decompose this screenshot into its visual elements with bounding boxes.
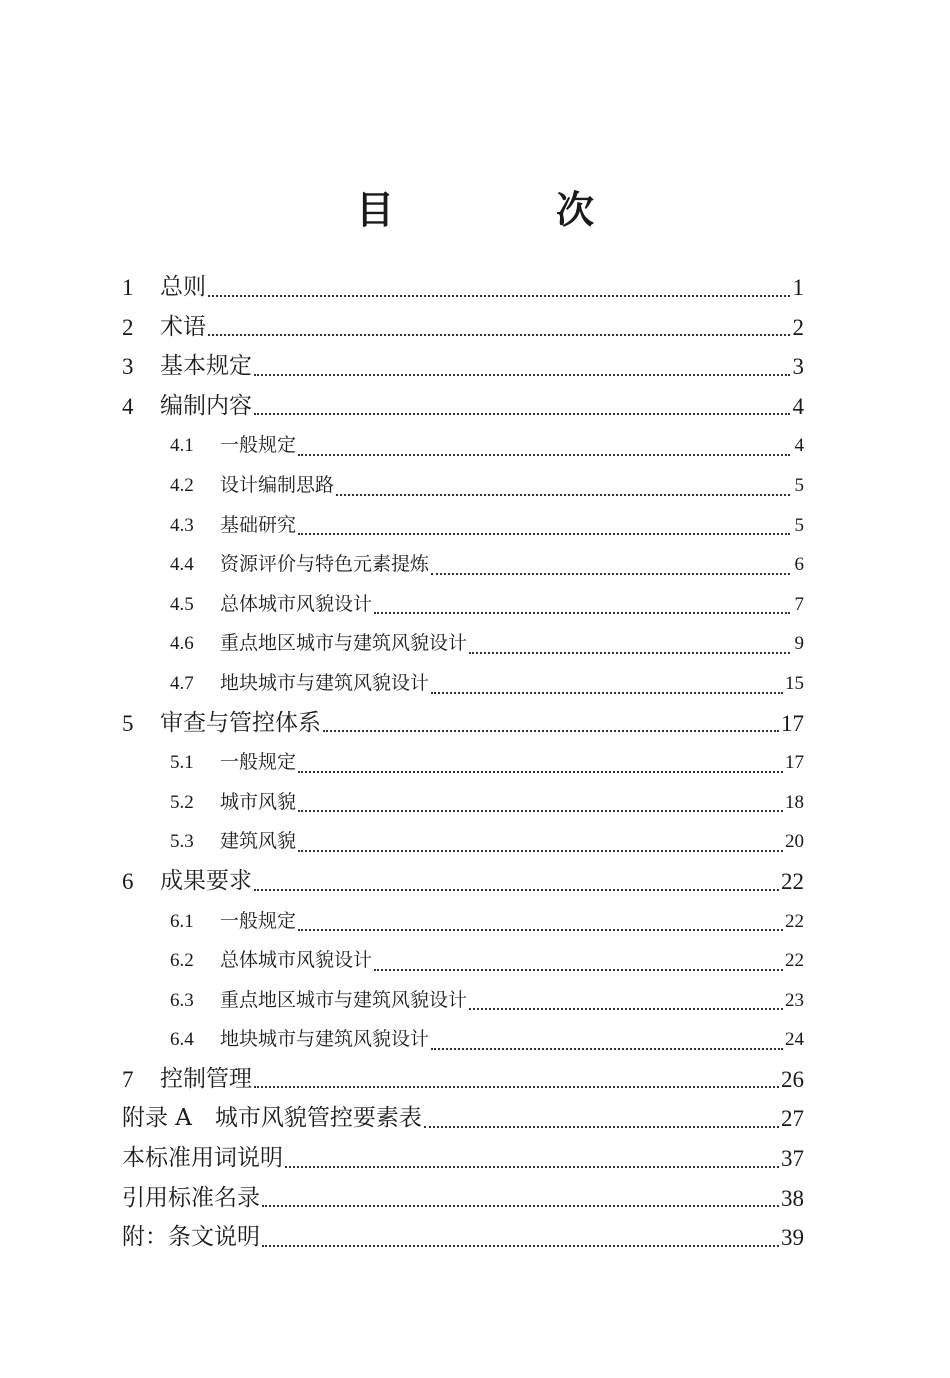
- toc-entry-label: 资源评价与特色元素提炼: [220, 553, 430, 576]
- toc-entry-number: 5: [122, 710, 134, 736]
- toc-entry[interactable]: [122, 664, 804, 704]
- toc-entry[interactable]: [122, 704, 804, 744]
- toc-entry-label: 附：条文说明: [122, 1224, 260, 1251]
- toc-entry[interactable]: [122, 585, 804, 625]
- toc-entry-number: 2: [122, 314, 134, 340]
- toc-entry-number: 6.1: [170, 910, 194, 932]
- toc-entry[interactable]: [122, 902, 804, 942]
- dot-leader: [431, 664, 783, 704]
- toc-entry-page-number: 4: [792, 393, 804, 419]
- toc-entry-label: 总体城市风貌设计: [220, 592, 373, 615]
- toc-entry-number: 6: [122, 868, 134, 894]
- page-title: 目 次: [355, 188, 656, 232]
- toc-entry-label: 基础研究: [220, 513, 297, 536]
- dot-leader: [323, 704, 779, 744]
- toc-entry-number: 6.4: [170, 1029, 194, 1051]
- toc-entry-page-number: 24: [785, 1029, 804, 1051]
- toc-entry-label: 设计编制思路: [220, 473, 335, 496]
- toc-entry-page-number: 5: [794, 474, 804, 496]
- dot-leader: [298, 822, 783, 862]
- toc-entry[interactable]: [122, 941, 804, 981]
- dot-leader: [208, 268, 790, 308]
- toc-entry-number: 5.2: [170, 791, 194, 813]
- toc-entry-label: 一般规定: [220, 434, 297, 457]
- toc-entry-label: 总则: [160, 274, 206, 300]
- toc-entry-number: 3: [122, 354, 134, 380]
- toc-entry-number: 6.3: [170, 989, 194, 1011]
- toc-entry[interactable]: [122, 506, 804, 546]
- toc-entry-label: 附录 A 城市风貌管控要素表: [122, 1105, 422, 1132]
- toc-entry-page-number: 38: [781, 1185, 804, 1211]
- dot-leader: [424, 1099, 779, 1139]
- toc-entry-number: 4.3: [170, 514, 194, 536]
- toc-entry[interactable]: [122, 743, 804, 783]
- toc-entry-label: 引用标准名录: [122, 1184, 260, 1211]
- toc-entry[interactable]: [122, 1218, 804, 1258]
- toc-entry[interactable]: [122, 624, 804, 664]
- toc-entry[interactable]: [122, 1099, 804, 1139]
- dot-leader: [469, 981, 783, 1021]
- toc-entry-label: 地块城市与建筑风貌设计: [220, 1028, 430, 1051]
- toc-entry-number: 4.5: [170, 593, 194, 615]
- toc-entry-page-number: 27: [781, 1106, 804, 1132]
- toc-entry-page-number: 23: [785, 989, 804, 1011]
- table-of-contents: [122, 268, 804, 1258]
- toc-entry-page-number: 20: [785, 831, 804, 853]
- toc-entry-number: 6.2: [170, 950, 194, 972]
- toc-entry[interactable]: [122, 1139, 804, 1179]
- dot-leader: [298, 902, 783, 942]
- dot-leader: [262, 1218, 779, 1258]
- toc-entry-page-number: 5: [794, 514, 804, 536]
- dot-leader: [431, 1020, 783, 1060]
- toc-entry-label: 重点地区城市与建筑风貌设计: [220, 988, 468, 1011]
- toc-entry-label: 本标准用词说明: [122, 1145, 283, 1172]
- dot-leader: [254, 862, 779, 902]
- toc-entry-label: 审查与管控体系: [160, 709, 321, 736]
- toc-entry[interactable]: [122, 862, 804, 902]
- toc-entry-page-number: 2: [792, 314, 804, 340]
- toc-entry-page-number: 17: [781, 710, 804, 736]
- toc-entry-number: 4.4: [170, 554, 194, 576]
- toc-entry-page-number: 7: [794, 593, 804, 615]
- toc-entry-label: 城市风貌: [220, 790, 297, 813]
- toc-entry-page-number: 22: [785, 950, 804, 972]
- dot-leader: [469, 624, 790, 664]
- toc-entry-number: 4.1: [170, 435, 194, 457]
- toc-entry-number: 4.7: [170, 672, 194, 694]
- toc-entry-number: 4.2: [170, 474, 194, 496]
- toc-entry-page-number: 39: [781, 1225, 804, 1251]
- toc-entry-page-number: 22: [785, 910, 804, 932]
- toc-entry-page-number: 3: [792, 354, 804, 380]
- toc-entry[interactable]: [122, 545, 804, 585]
- dot-leader: [254, 387, 790, 427]
- toc-entry-page-number: 1: [792, 275, 804, 300]
- toc-entry-number: 5.3: [170, 831, 194, 853]
- toc-entry[interactable]: [122, 783, 804, 823]
- dot-leader: [374, 585, 790, 625]
- toc-entry-label: 重点地区城市与建筑风貌设计: [220, 632, 468, 655]
- toc-entry[interactable]: [122, 1060, 804, 1100]
- dot-leader: [374, 941, 783, 981]
- toc-entry[interactable]: [122, 1020, 804, 1060]
- toc-entry-number: 4: [122, 393, 134, 419]
- toc-entry[interactable]: [122, 268, 804, 308]
- toc-entry[interactable]: [122, 347, 804, 387]
- dot-leader: [208, 308, 790, 348]
- toc-entry-page-number: 9: [794, 633, 804, 655]
- dot-leader: [431, 545, 790, 585]
- toc-entry-page-number: 26: [781, 1066, 804, 1092]
- toc-entry-label: 建筑风貌: [220, 830, 297, 853]
- toc-entry[interactable]: [122, 387, 804, 427]
- toc-entry-page-number: 6: [794, 554, 804, 576]
- toc-entry-label: 编制内容: [160, 392, 252, 419]
- dot-leader: [298, 743, 783, 783]
- toc-entry-label: 一般规定: [220, 751, 297, 774]
- toc-entry-label: 控制管理: [160, 1065, 252, 1092]
- toc-entry[interactable]: [122, 466, 804, 506]
- toc-entry-page-number: 4: [794, 435, 804, 457]
- dot-leader: [298, 783, 783, 823]
- toc-entry-label: 基本规定: [160, 353, 252, 380]
- toc-entry-number: 4.6: [170, 633, 194, 655]
- dot-leader: [285, 1139, 779, 1179]
- toc-entry-page-number: 18: [785, 791, 804, 813]
- toc-entry[interactable]: [122, 1179, 804, 1219]
- toc-entry[interactable]: [122, 308, 804, 348]
- toc-entry-number: 1: [122, 275, 134, 300]
- toc-entry-number: 5.1: [170, 752, 194, 774]
- dot-leader: [298, 506, 790, 546]
- toc-entry-label: 成果要求: [160, 867, 252, 894]
- toc-entry-page-number: 37: [781, 1146, 804, 1172]
- toc-entry-label: 地块城市与建筑风貌设计: [220, 671, 430, 694]
- toc-entry[interactable]: [122, 981, 804, 1021]
- dot-leader: [336, 466, 790, 506]
- dot-leader: [254, 347, 790, 387]
- toc-entry-label: 总体城市风貌设计: [220, 949, 373, 972]
- toc-entry-label: 一般规定: [220, 909, 297, 932]
- dot-leader: [262, 1179, 779, 1219]
- dot-leader: [298, 426, 790, 466]
- toc-entry-page-number: 17: [785, 752, 804, 774]
- toc-entry[interactable]: [122, 822, 804, 862]
- toc-entry-label: 术语: [160, 313, 206, 340]
- toc-entry-page-number: 22: [781, 868, 804, 894]
- toc-entry-page-number: 15: [785, 672, 804, 694]
- toc-entry-number: 7: [122, 1066, 134, 1092]
- toc-entry[interactable]: [122, 426, 804, 466]
- dot-leader: [254, 1060, 779, 1100]
